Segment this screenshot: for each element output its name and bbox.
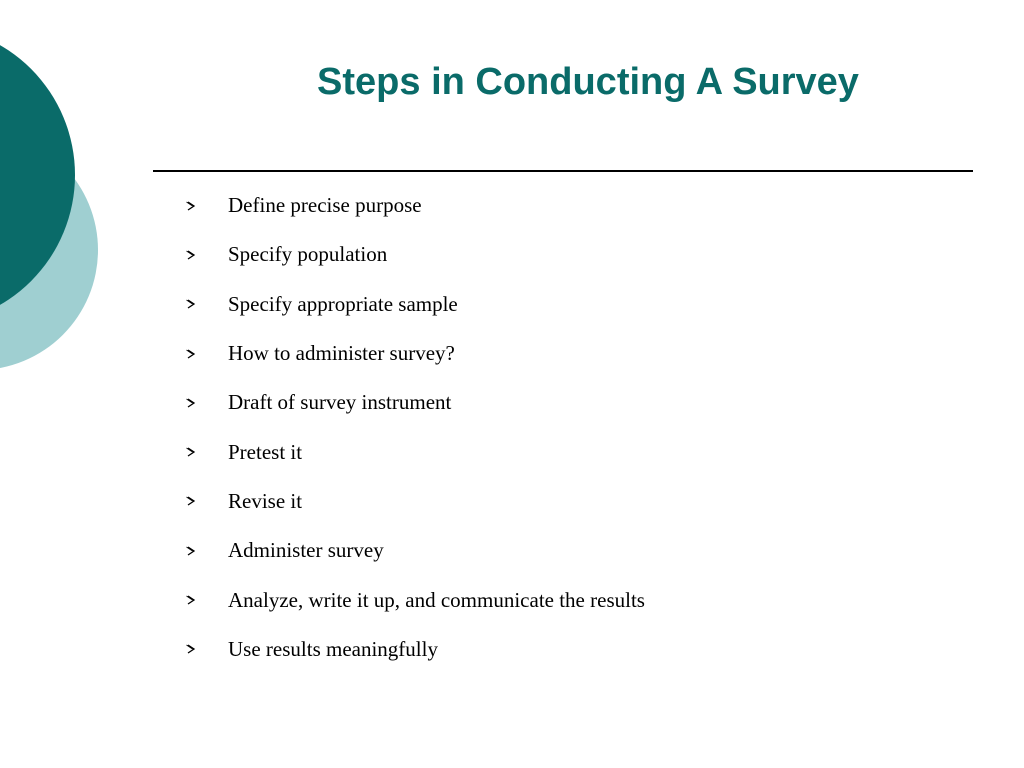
title-divider bbox=[153, 170, 973, 172]
list-item-text: Administer survey bbox=[228, 538, 384, 563]
list-item-text: Draft of survey instrument bbox=[228, 390, 452, 415]
list-item bbox=[186, 280, 986, 329]
chevron-right-icon bbox=[186, 201, 228, 211]
list-item-text: Use results meaningfully bbox=[228, 636, 438, 661]
list-item-text: Specify appropriate sample bbox=[228, 291, 458, 316]
list-item bbox=[186, 526, 986, 575]
chevron-right-icon bbox=[186, 349, 228, 359]
list-item bbox=[186, 477, 986, 526]
chevron-right-icon bbox=[186, 644, 228, 654]
list-item bbox=[186, 378, 986, 427]
list-item bbox=[186, 329, 986, 378]
slide-title: Steps in Conducting A Survey bbox=[317, 61, 859, 103]
chevron-right-icon bbox=[186, 447, 228, 457]
chevron-right-icon bbox=[186, 595, 228, 605]
chevron-right-icon bbox=[186, 398, 228, 408]
chevron-right-icon bbox=[186, 299, 228, 309]
list-item bbox=[186, 625, 986, 674]
list-item bbox=[186, 427, 986, 476]
list-item-text: Pretest it bbox=[228, 439, 303, 464]
chevron-right-icon bbox=[186, 250, 228, 260]
list-item-text: Specify population bbox=[228, 242, 388, 267]
chevron-right-icon bbox=[186, 546, 228, 556]
bullet-list bbox=[186, 181, 986, 674]
list-item bbox=[186, 181, 986, 230]
decorative-circles bbox=[0, 0, 120, 420]
chevron-right-icon bbox=[186, 496, 228, 506]
list-item-text: How to administer survey? bbox=[228, 341, 455, 366]
list-item-text: Analyze, write it up, and communicate the results bbox=[228, 587, 645, 612]
list-item-text: Define precise purpose bbox=[228, 193, 422, 218]
list-item bbox=[186, 230, 986, 279]
list-item bbox=[186, 575, 986, 624]
list-item-text: Revise it bbox=[228, 488, 303, 513]
